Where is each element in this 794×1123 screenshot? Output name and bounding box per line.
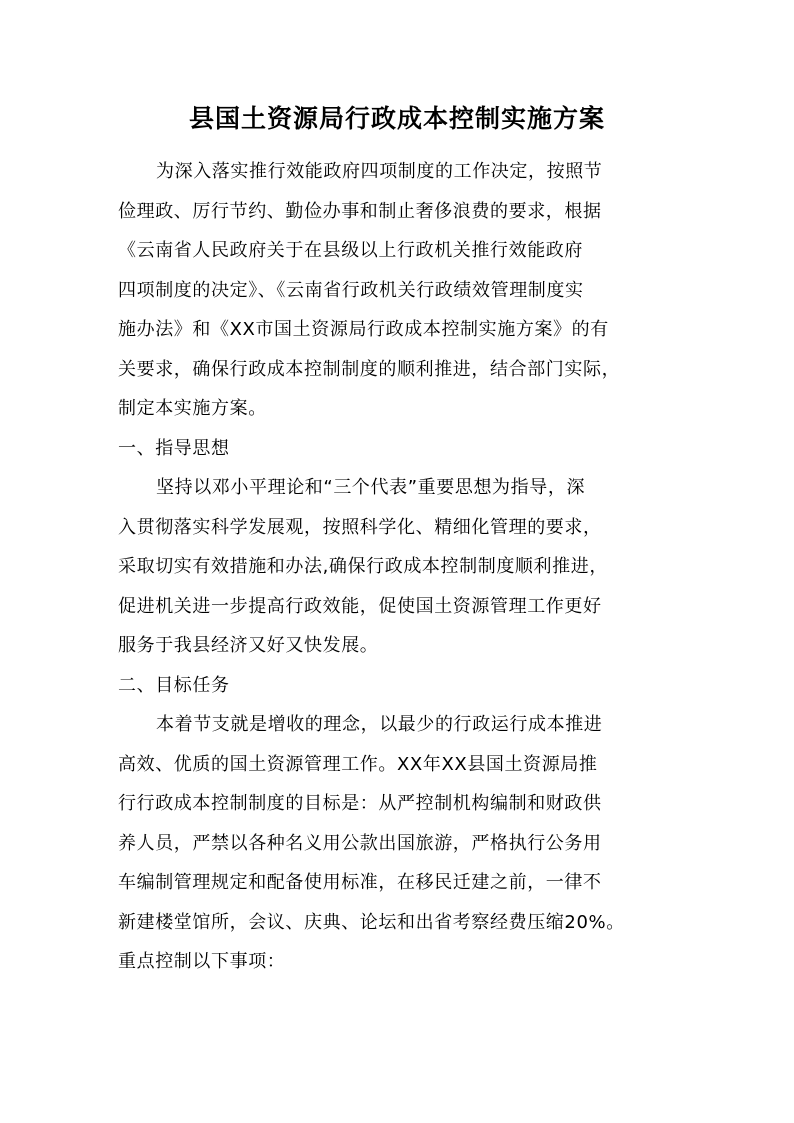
paragraph-line: 制定本实施方案。 bbox=[118, 398, 267, 419]
paragraph-line: 重点控制以下事项： bbox=[118, 951, 286, 972]
section-heading-objectives: 二、目标任务 bbox=[118, 674, 230, 696]
section-heading-guiding-ideology: 一、指导思想 bbox=[118, 437, 230, 459]
paragraph-line: 俭理政、厉行节约、勤俭办事和制止奢侈浪费的要求，根据 bbox=[118, 200, 602, 222]
paragraph-line: 促进机关进一步提高行政效能，促使国土资源管理工作更好 bbox=[118, 595, 602, 617]
paragraph-line: 坚持以邓小平理论和“三个代表”重要思想为指导，深 bbox=[156, 477, 586, 498]
paragraph-line: 为深入落实推行效能政府四项制度的工作决定，按照节 bbox=[156, 161, 603, 182]
paragraph-line: 行行政成本控制制度的目标是：从严控制机构编制和财政供 bbox=[118, 793, 602, 814]
paragraph-line: 关要求，确保行政成本控制制度的顺利推进，结合部门实际， bbox=[118, 358, 621, 380]
paragraph-line: 新建楼堂馆所，会议、庆典、论坛和出省考察经费压缩20%。 bbox=[118, 911, 625, 933]
paragraph-line: 本着节支就是增收的理念，以最少的行政运行成本推进 bbox=[156, 714, 603, 735]
paragraph-line: 养人员，严禁以各种名义用公款出国旅游，严格执行公务用 bbox=[118, 832, 602, 854]
document-title: 县国土资源局行政成本控制实施方案 bbox=[188, 104, 605, 133]
paragraph-line: 高效、优质的国土资源管理工作。XX年XX县国土资源局推 bbox=[118, 753, 598, 775]
paragraph-line: 四项制度的决定》、《云南省行政机关行政绩效管理制度实 bbox=[118, 279, 584, 301]
paragraph-line: 采取切实有效措施和办法,确保行政成本控制制度顺利推进， bbox=[118, 556, 608, 577]
paragraph-line: 服务于我县经济又好又快发展。 bbox=[118, 635, 379, 656]
paragraph-line: 入贯彻落实科学发展观，按照科学化、精细化管理的要求， bbox=[118, 516, 602, 538]
paragraph-line: 车编制管理规定和配备使用标准，在移民迁建之前，一律不 bbox=[118, 872, 602, 893]
paragraph-line: 施办法》和《XX市国土资源局行政成本控制实施方案》的有 bbox=[118, 319, 609, 340]
paragraph-line: 《云南省人民政府关于在县级以上行政机关推行效能政府 bbox=[118, 240, 583, 261]
document-body bbox=[118, 152, 678, 982]
